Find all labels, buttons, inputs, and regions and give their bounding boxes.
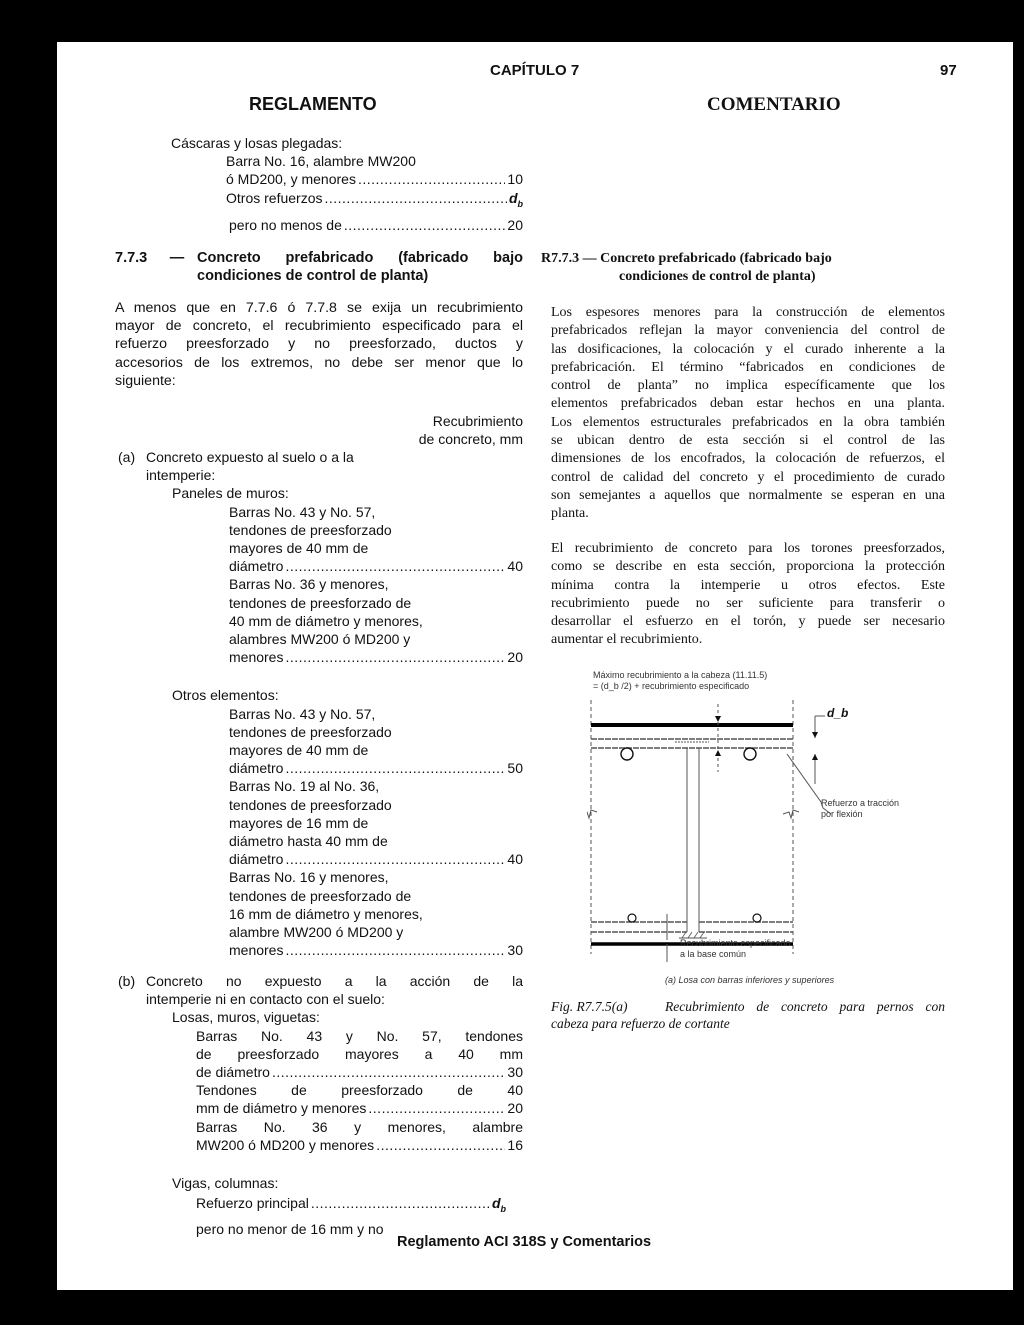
- cover-value: 50: [507, 760, 523, 777]
- beams-tail: pero no menor de 16 mm y no: [196, 1221, 384, 1238]
- shells-item2-row: [226, 189, 523, 213]
- beams-list: [118, 1194, 506, 1238]
- figure-caption-id: Fig. R7.7.5(a): [551, 999, 628, 1014]
- item-a-line1: Concreto expuesto al suelo o a la: [146, 449, 354, 465]
- slab-entry-2: Tendones de preesforzado de 40 mm de diámetro y menores ..... 20: [196, 1081, 523, 1117]
- leader-dots: [376, 1136, 505, 1154]
- other-entry-2: Barras No. 19 al No. 36, tendones de preesforzado mayores de 16 mm de diámetro hasta 40 mm de diámetro ..... 40: [229, 777, 523, 868]
- cover-value: 40: [507, 851, 523, 868]
- page-footer: Reglamento ACI 318S y Comentarios: [397, 1234, 652, 1250]
- slab-entry-1: Barras No. 43 y No. 57, tendones de preesforzado mayores a 40 mm de diámetro ..... 30: [196, 1027, 523, 1082]
- beams-heading: Vigas, columnas:: [172, 1175, 279, 1192]
- others-list: [118, 705, 523, 960]
- main-reinf-value: $d_b$: [491, 1195, 506, 1215]
- figure-label-db: d_b: [827, 706, 849, 720]
- shells-block: [171, 134, 523, 234]
- leader-dots: [358, 170, 505, 188]
- commentary-paragraph-1: Los espesores menores para la construcción de elementos prefabricados reflejan la mayor conveniencia del control de las dosificaciones, la colocación y el curado inherente a la prefabricación. El término “fabricados en condiciones de control de planta” no implica específicamente que los elementos prefabricados deban estar hechos en una planta. Los elementos estructurales prefabricados en la obra también se ubican dentro de esta sección si el control de las dimensiones de los encofrados, la colocación de refuerzos, el control de calidad del concreto y el procedimiento de curado son semejantes a aquellos que normalmente se esperan en una planta.: [551, 305, 945, 522]
- item-b-line2: intemperie ni en contacto con el suelo:: [146, 991, 385, 1008]
- commentary-paragraph-2: El recubrimiento de concreto para los torones preesforzados, como se describe en esta sección, proporciona la protección mínima contra la intemperie u otros efectos. Este recubrimiento puede no ser suficiente para transferir o desarrollar el esfuerzo en el torón, y puede ser necesario aumentar el recubrimiento.: [551, 541, 945, 648]
- leader-dots: [285, 850, 505, 868]
- item-a-line2: intemperie:: [146, 467, 216, 484]
- panels-heading: Paneles de muros:: [172, 485, 289, 502]
- slab-entry-3: Barras No. 36 y menores, alambre MW200 ó MD200 y menores ..... 16: [196, 1118, 523, 1154]
- leader-dots: [311, 1194, 490, 1212]
- other-entry-1: Barras No. 43 y No. 57, tendones de preesforzado mayores de 40 mm de diámetro ..... 50: [229, 705, 523, 778]
- section-title-line1: Concreto prefabricado (fabricado bajo: [197, 250, 523, 266]
- cover-value: 16: [507, 1136, 523, 1153]
- figure-label-base-cover: Recubrimiento especificado a la base común: [680, 938, 791, 959]
- slab-section-diagram: [587, 692, 917, 962]
- cover-value: 30: [507, 1064, 523, 1081]
- slabs-heading: Losas, muros, viguetas:: [172, 1009, 320, 1026]
- main-reinf-row: Refuerzo principal ..... $d_b$: [196, 1194, 506, 1218]
- section-number: 7.7.3: [115, 250, 148, 266]
- shells-item1-line1: Barra No. 16, alambre MW200: [226, 153, 416, 170]
- leader-dots: [285, 941, 505, 959]
- shells-item1-label: ó MD200, y menores: [226, 171, 356, 188]
- item-a: [118, 448, 523, 959]
- leader-dots: [368, 1099, 505, 1117]
- shells-item3-row: [226, 216, 523, 234]
- section-dash: —: [169, 250, 185, 266]
- section-title-line2: condiciones de control de planta): [197, 268, 429, 284]
- leader-dots: [272, 1063, 505, 1081]
- others-heading: Otros elementos:: [172, 687, 279, 704]
- shells-item1-value: 10: [507, 171, 523, 188]
- item-b-label: (b): [118, 973, 136, 989]
- figure-caption: Fig. R7.7.5(a) Recubrimiento de concreto para pernos con cabeza para refuerzo de cortante: [551, 999, 945, 1031]
- figure-subcaption: (a) Losa con barras inferiores y superiores: [665, 975, 835, 985]
- section-7-7-3-title: [115, 249, 523, 285]
- shells-item3-value: 20: [507, 216, 523, 233]
- leader-dots: [324, 189, 506, 207]
- cover-value: 20: [507, 1100, 523, 1117]
- shells-item3-label: pero no menos de: [229, 216, 342, 233]
- figure-label-max-cover: Máximo recubrimiento a la cabeza (11.11.5) = (d_b /2) + recubrimiento especificado: [593, 670, 768, 691]
- chapter-heading: CAPÍTULO 7: [490, 62, 580, 79]
- cover-value: 20: [507, 649, 523, 666]
- item-a-label: (a): [118, 449, 136, 465]
- leader-dots: [344, 216, 506, 234]
- panel-entry-2: Barras No. 36 y menores, tendones de preesforzado de 40 mm de diámetro y menores, alambres MW200 ó MD200 y menores ..... 20: [229, 575, 523, 666]
- shells-heading: Cáscaras y losas plegadas:: [171, 135, 343, 151]
- cover-column-header: Recubrimiento de concreto, mm: [418, 413, 523, 448]
- leader-dots: [285, 557, 505, 575]
- shells-item1-row: [226, 170, 523, 188]
- intro-paragraph: A menos que en 7.7.6 ó 7.7.8 se exija un recubrimiento mayor de concreto, el recubrimiento especificado para el refuerzo preesforzado y no preesforzado, ductos y accesorios de los extremos, no debe ser menor que lo siguiente:: [115, 300, 523, 389]
- leader-dots: [285, 759, 505, 777]
- document-page: [57, 42, 1013, 1290]
- item-b: [118, 972, 523, 1238]
- figure-label-tension-reinforcement: Refuerzo a tracción por flexión: [821, 798, 900, 819]
- panels-list: [118, 503, 523, 667]
- cover-value: 30: [507, 942, 523, 959]
- other-entry-3: Barras No. 16 y menores, tendones de preesforzado de 16 mm de diámetro y menores, alambre MW200 ó MD200 y menores ..... 30: [229, 868, 523, 959]
- leader-dots: [285, 648, 505, 666]
- right-column-title: COMENTARIO: [707, 94, 841, 115]
- left-column-title: REGLAMENTO: [249, 94, 377, 114]
- item-b-line1: Concreto no expuesto a la acción de la: [146, 973, 523, 989]
- r7-7-3-title: R7.7.3 — Concreto prefabricado (fabricado bajo condiciones de control de planta): [541, 251, 832, 284]
- cover-value: 40: [507, 558, 523, 575]
- page-number: 97: [940, 62, 957, 79]
- panel-entry-1: Barras No. 43 y No. 57, tendones de preesforzado mayores de 40 mm de diámetro ..... 40: [229, 503, 523, 576]
- shells-item2-label: Otros refuerzos: [226, 189, 323, 206]
- slabs-list: [118, 1027, 523, 1154]
- shells-item2-value: $d_b$: [508, 189, 523, 209]
